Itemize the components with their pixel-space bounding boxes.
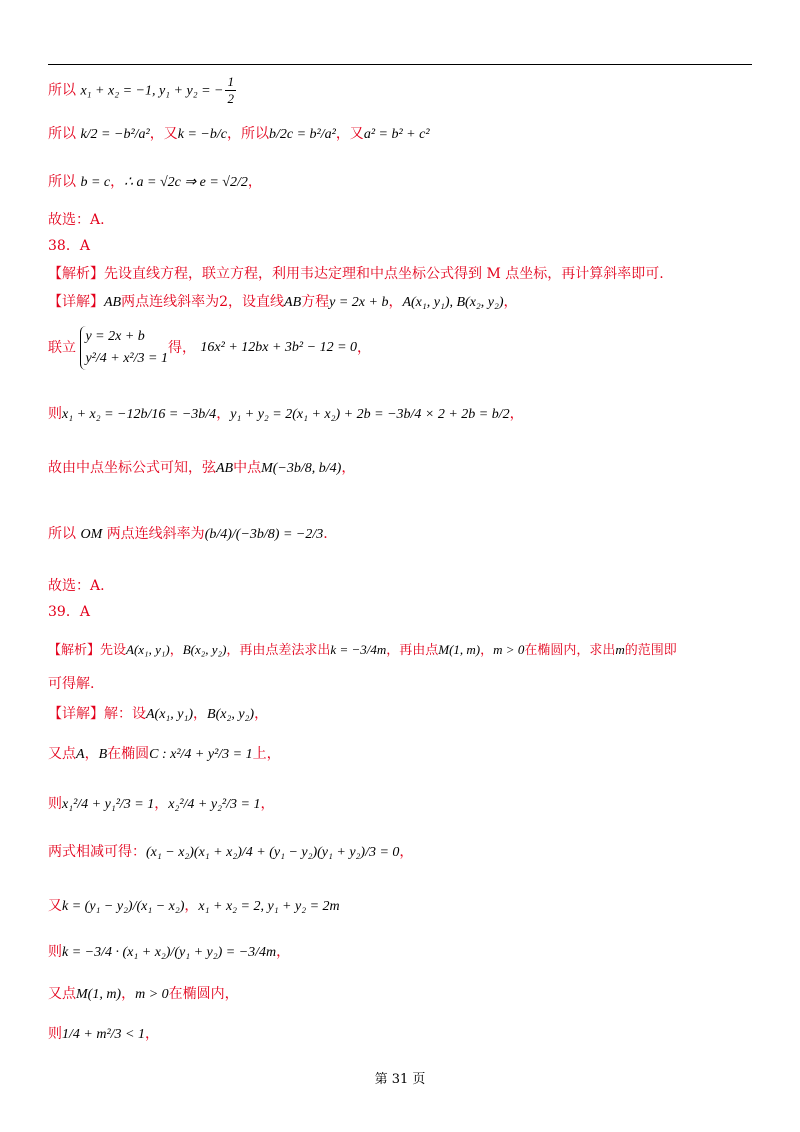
text: 中点 — [233, 460, 262, 476]
formula: y = 2x + b — [329, 295, 389, 310]
equation-system — [80, 326, 168, 370]
text: ， — [357, 340, 372, 356]
text: 所以 — [48, 526, 76, 542]
text: ， — [169, 643, 183, 658]
text: 在椭圆内， — [168, 986, 239, 1002]
text: 在椭圆 — [107, 746, 150, 762]
line-16 — [48, 704, 268, 725]
formula: m > 0 — [135, 987, 169, 1002]
formula: a² = b² + c² — [363, 127, 430, 142]
text: 则 — [48, 406, 62, 422]
formula: 16x² + 12bx + 3b² − 12 = 0 — [200, 340, 358, 355]
text: 所以 — [48, 174, 76, 190]
text: ， — [193, 706, 208, 722]
text: ， — [216, 406, 231, 422]
text: ，所以 — [226, 126, 269, 142]
text: . — [323, 526, 328, 542]
text: 所以 — [48, 82, 76, 99]
formula: x₁ + x₂ = 2, y₁ + y₂ = 2m — [198, 899, 340, 914]
denominator: 2 — [227, 91, 234, 106]
line-10 — [48, 458, 355, 479]
text: ， — [480, 643, 494, 658]
text: ，再由点 — [386, 643, 439, 658]
formula: OM — [80, 527, 103, 542]
line-19 — [48, 842, 413, 863]
line-11 — [48, 524, 328, 545]
line-18 — [48, 794, 274, 815]
text: 又点 — [48, 746, 76, 762]
text: 【解析】先设 — [48, 643, 127, 658]
numerator: 1 — [227, 74, 234, 89]
line-23 — [48, 1024, 159, 1045]
text: ， — [260, 796, 275, 812]
formula: B(x₂, y₂) — [182, 642, 227, 657]
text: ，又 — [149, 126, 178, 142]
formula: (b/4)/(−3b/8) = −2/3 — [204, 527, 324, 542]
text: 方程 — [301, 294, 330, 310]
formula: k = −b/c — [177, 127, 227, 142]
line-7 — [48, 292, 518, 313]
text: 上， — [252, 746, 281, 762]
line-6: 【解析】先设直线方程，联立方程，利用韦达定理和中点坐标公式得到 M 点坐标，再计算斜率即可. — [48, 266, 664, 282]
formula: k = −3/4 · (x₁ + x₂)/(y₁ + y₂) = −3/4m — [62, 945, 277, 960]
formula: b/2c = b²/a² — [268, 127, 336, 142]
formula: A(x₁, y₁) — [146, 707, 194, 722]
text: ， — [503, 294, 518, 310]
text: ，又 — [335, 126, 364, 142]
line-8 — [48, 326, 371, 370]
equation: y²/4 + x²/3 = 1 — [85, 351, 168, 366]
formula: M(1, m) — [438, 642, 481, 657]
formula: AB — [104, 295, 122, 310]
line-17 — [48, 744, 281, 765]
line-22 — [48, 984, 239, 1005]
text: ， — [121, 986, 136, 1002]
formula: AB — [284, 295, 302, 310]
formula: b = c — [80, 175, 111, 190]
formula: x₂²/4 + y₂²/3 = 1 — [168, 797, 261, 812]
header-rule — [48, 64, 752, 65]
formula: B — [98, 747, 108, 762]
text: ， — [84, 746, 99, 762]
line-15: 可得解. — [48, 676, 95, 692]
formula: x₁ + x₂ = −12b/16 = −3b/4 — [62, 407, 217, 422]
text: ， — [247, 174, 262, 190]
text: ， — [184, 898, 199, 914]
text: 又点 — [48, 986, 76, 1002]
text: 【详解】解：设 — [48, 706, 146, 722]
formula: AB — [216, 461, 234, 476]
page-number: 第 31 页 — [374, 1072, 426, 1087]
text: ， — [144, 1026, 159, 1042]
formula: M(−3b/8, b/4) — [261, 461, 342, 476]
formula: y₁ + y₂ = 2(x₁ + x₂) + 2b = −3b/4 × 2 + 2b = b/2 — [230, 407, 510, 422]
text: 两式相减可得： — [48, 844, 146, 860]
text: ， — [110, 174, 125, 190]
text: 联立 — [48, 340, 76, 356]
text: ， — [399, 844, 414, 860]
formula: k = (y₁ − y₂)/(x₁ − x₂) — [62, 899, 185, 914]
formula: M(1, m) — [76, 987, 122, 1002]
text: ， — [341, 460, 356, 476]
text: ， — [276, 944, 291, 960]
formula: k = −3/4m — [330, 642, 387, 657]
line-13: 39．A — [48, 604, 90, 620]
line-2 — [48, 124, 430, 145]
text: 两点连线斜率为 — [106, 526, 205, 542]
formula: ∴ a = √2c ⇒ e = √2/2 — [124, 175, 248, 190]
text: ，再由点差法求出 — [226, 643, 331, 658]
text: 又 — [48, 898, 62, 914]
formula: (x₁ − x₂)(x₁ + x₂)/4 + (y₁ − y₂)(y₁ + y₂)/3 = 0 — [146, 845, 400, 860]
text: 【详解】 — [48, 294, 104, 310]
formula: x₁²/4 + y₁²/3 = 1 — [62, 797, 155, 812]
formula: C : x²/4 + y²/3 = 1 — [149, 747, 253, 762]
line-3 — [48, 172, 262, 193]
formula: m — [615, 642, 625, 657]
text: 则 — [48, 944, 62, 960]
text: ， — [509, 406, 524, 422]
line-14 — [48, 640, 677, 661]
fraction — [225, 74, 236, 107]
line-4: 故选：A. — [48, 212, 105, 228]
formula: 1/4 + m²/3 < 1 — [62, 1027, 145, 1042]
formula: B(x₂, y₂) — [207, 707, 255, 722]
text: 两点连线斜率为2，设直线 — [121, 294, 285, 310]
line-20 — [48, 896, 340, 917]
formula: m > 0 — [493, 642, 525, 657]
line-5: 38．A — [48, 238, 90, 254]
text: 故由中点坐标公式可知，弦 — [48, 460, 216, 476]
text: ， — [388, 294, 403, 310]
text: ， — [154, 796, 169, 812]
formula: k/2 = −b²/a² — [80, 127, 150, 142]
formula: A — [76, 747, 85, 762]
formula: A(x₁, y₁), B(x₂, y₂) — [402, 295, 504, 310]
text: 得， — [167, 340, 196, 356]
text: 则 — [48, 796, 62, 812]
text: 在椭圆内，求出 — [524, 643, 616, 658]
text: 所以 — [48, 126, 76, 142]
formula: x₁ + x₂ = −1, y₁ + y₂ = − — [80, 83, 224, 99]
line-9 — [48, 404, 524, 425]
equation: y = 2x + b — [85, 329, 145, 344]
formula: A(x₁, y₁) — [126, 642, 170, 657]
text: ， — [254, 706, 269, 722]
line-1 — [48, 74, 238, 107]
line-12: 故选：A. — [48, 578, 105, 594]
line-21 — [48, 942, 290, 963]
text: 则 — [48, 1026, 62, 1042]
text: 的范围即 — [624, 643, 677, 658]
